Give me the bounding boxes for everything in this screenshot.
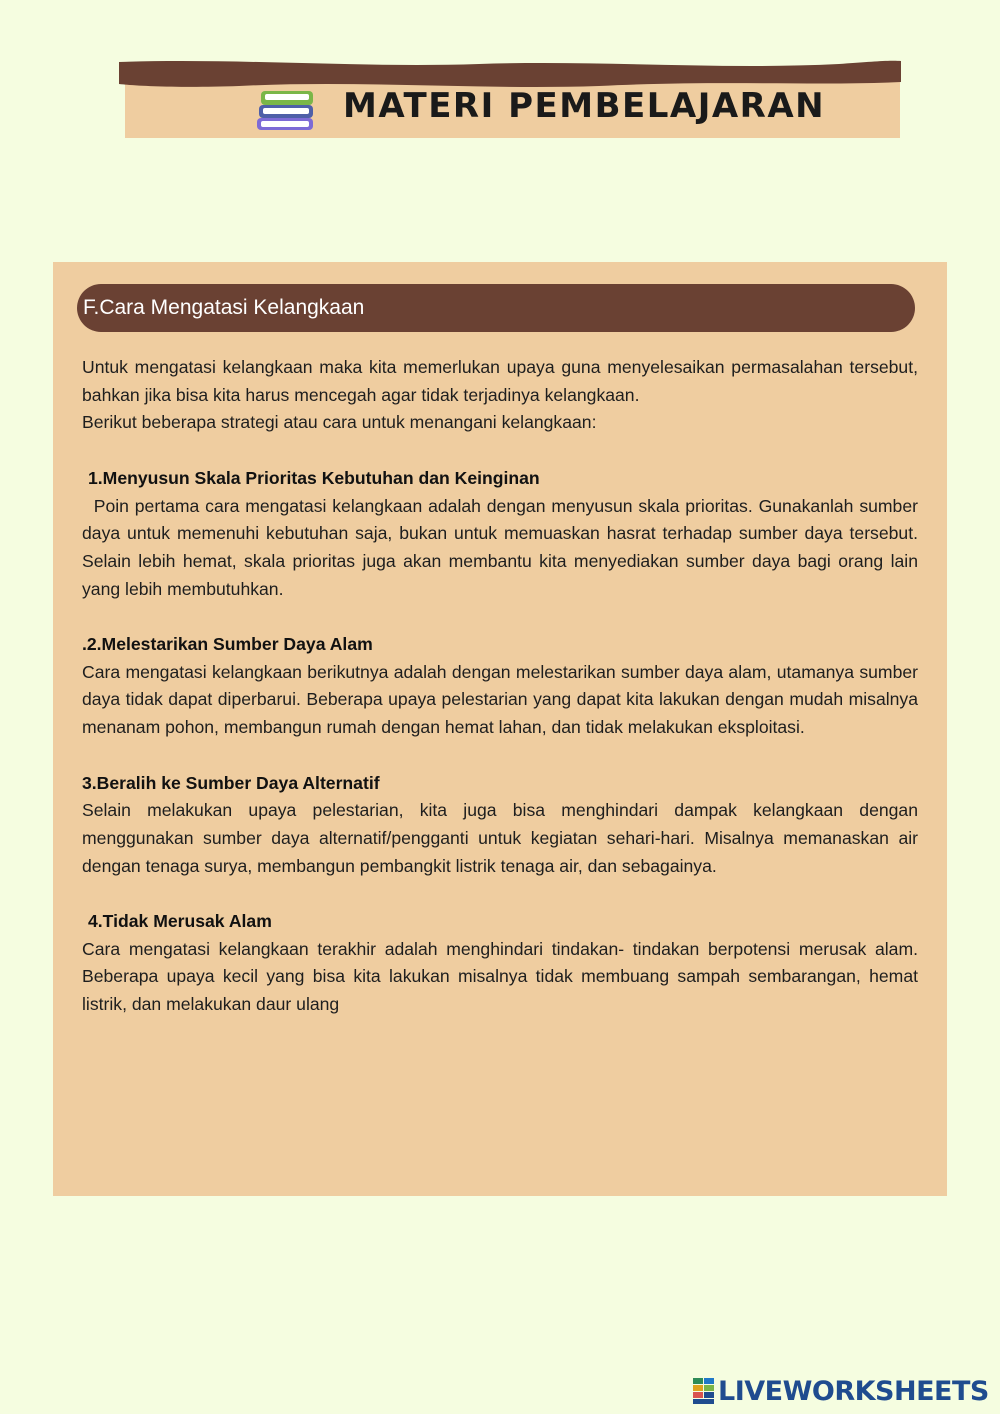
item-heading-4: 4.Tidak Merusak Alam: [88, 911, 272, 931]
item-text-2: Cara mengatasi kelangkaan berikutnya adalah dengan melestarikan sumber daya alam, utamanya sumber daya tidak dapat diperbarui. Beberapa upaya pelestarian yang dapat kita lakukan dengan mudah misalnya menanam pohon, membangun rumah dengan hemat lahan, dan tidak melakukan eksploitasi.: [82, 661, 918, 738]
item-text-3: Selain melakukan upaya pelestarian, kita juga bisa menghindari dampak kelangkaan dengan menggunakan sumber daya alternatif/pengganti untuk kegiatan sehari-hari. Misalnya memanaskan air dengan tenaga surya, membangun pembangkit listrik tenaga air, dan sebagainya.: [82, 800, 918, 876]
section-title: F.Cara Mengatasi Kelangkaan: [83, 296, 365, 319]
item-text-1: Poin pertama cara mengatasi kelangkaan adalah dengan menyusun skala prioritas. Gunakanlah sumber daya untuk memenuhi kebutuhan saja, bukan untuk memuaskan hasrat terhadap sumber daya tersebut. Selain lebih hemat, skala prioritas juga akan membantu kita menyediakan sumber daya bagi orang lain yang lebih membutuhkan.: [82, 495, 918, 599]
liveworksheets-brand: LIVEWORKSHEETS: [718, 1375, 989, 1407]
liveworksheets-logo-icon: [693, 1378, 715, 1404]
item-text-4: Cara mengatasi kelangkaan terakhir adalah menghindari tindakan- tindakan berpotensi merusak alam. Beberapa upaya kecil yang bisa kita lakukan misalnya tidak membuang sampah sembarangan, hemat listrik, dan melakukan daur ulang: [82, 938, 918, 1015]
books-icon: [255, 88, 317, 136]
intro-lead: Berikut beberapa strategi atau cara untuk menangani kelangkaan:: [82, 412, 597, 433]
section-body: [82, 354, 918, 1019]
liveworksheets-logo[interactable]: [693, 1374, 989, 1408]
intro-paragraph: Untuk mengatasi kelangkaan maka kita memerlukan upaya guna menyelesaikan permasalahan tersebut, bahkan jika bisa kita harus mencegah agar tidak terjadinya kelangkaan.: [82, 357, 918, 405]
header-banner: [119, 58, 901, 140]
section-title-bar: [77, 284, 915, 332]
item-heading-2: .2.Melestarikan Sumber Daya Alam: [82, 634, 373, 654]
item-heading-1: 1.Menyusun Skala Prioritas Kebutuhan dan Keinginan: [88, 467, 540, 488]
item-heading-3: 3.Beralih ke Sumber Daya Alternatif: [82, 772, 380, 793]
content-panel: [53, 262, 947, 1196]
page-title: MATERI PEMBELAJARAN: [343, 86, 826, 126]
